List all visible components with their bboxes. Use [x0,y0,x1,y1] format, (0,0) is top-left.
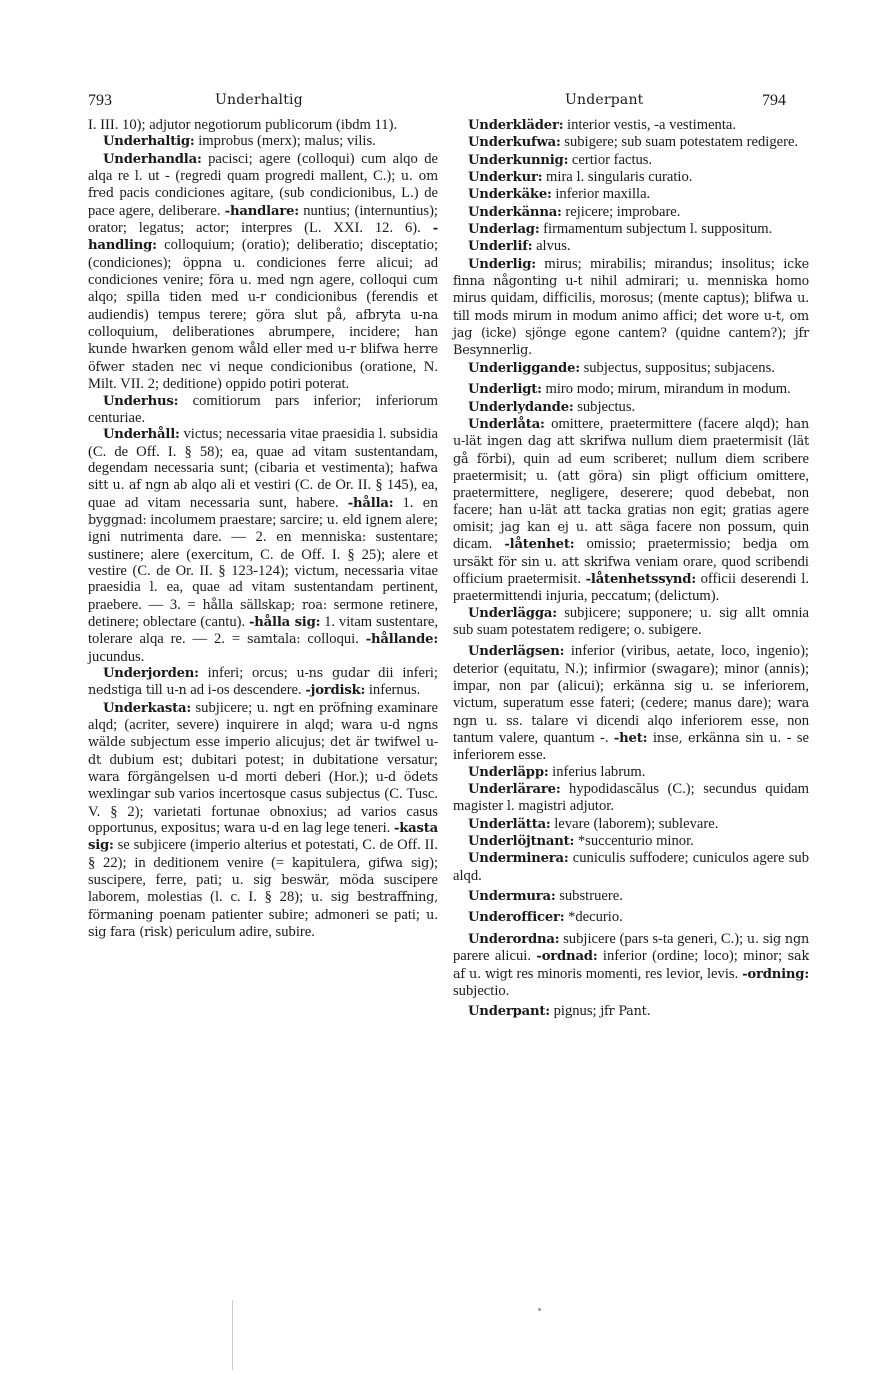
latin-translation: ad i-os descendere. [186,682,306,699]
swedish-phrase: l. [134,169,143,185]
latin-translation: sub varios incertosque casus subjectus (C. Tusc. V. § 2); varietati fortunae obnoxius; ad varios casus opportunus, expositus; [88,786,438,837]
dictionary-entry [453,152,809,169]
latin-translation: ab alqo ali et vestiri (C. de Or. II. § 145), ea, quae ad vitam necessaria sunt, habere. [88,477,439,511]
dictionary-entry [453,360,809,377]
latin-translation: miro modo; mirum, mirandum in modum. [541,381,791,398]
latin-translation: ), quin ad eum scriberet; nullum diem scribere praetermisit; [453,450,809,484]
headword: -hålla: [347,495,394,511]
swedish-phrase: wara ngn u. ss. talare [453,696,809,729]
latin-translation: interior vestis, -a vestimenta. [563,117,737,133]
latin-translation: subjectio. [453,982,510,999]
dictionary-entry [88,117,438,133]
latin-translation: res minoris momenti, res levior, levis. [512,965,743,982]
latin-translation: jucundus. [88,648,145,665]
latin-translation: homo mirus quidam, difficilis, morosus; (mente captus); [453,273,809,307]
headword: Underhus: [103,393,179,409]
latin-translation: omissio; praetermissio; [574,536,743,553]
latin-translation: ut - (regredi quam progredi mallent, C.); [142,168,401,185]
swedish-phrase: öppna u. [182,255,246,271]
latin-translation: praetermittendi injuria, peccatum; (delictum). [453,588,720,605]
dictionary-entry [453,816,809,833]
swedish-phrase: swagare [656,661,710,677]
swedish-phrase: bedja om ursäkt för sin u. att skrifwa [453,537,809,570]
swedish-phrase: han u-lät att tacka [498,502,622,518]
latin-translation: inferi; orcus; [198,665,297,681]
latin-translation: facere non possum, quin dicam. [453,518,809,553]
latin-translation: levare (laborem); sublevare. [550,815,719,832]
swedish-phrase: u-ns gudar [296,666,370,681]
latin-translation: colloqui. [300,631,366,648]
latin-translation: 1. [393,494,423,511]
swedish-phrase: u. menniska [686,274,768,290]
headword: -låtenhetssynd: [585,571,696,587]
latin-translation: parere alicui. [453,948,537,965]
swedish-phrase: u. eld [326,512,362,528]
latin-translation: pacisci; agere (colloqui) cum alqo de alqa re [88,150,438,185]
headword: Underordna: [468,931,560,947]
swedish-phrase: u. sig bestraffning, förmaning [88,890,438,923]
latin-translation: rejicere; improbare. [561,203,681,220]
swedish-phrase: spilla tiden med u-r [126,290,266,306]
latin-translation: sustentare; sustinere; alere (exercitum, C. de Off. I. § 25); alere et vestire (C. de Or. II. § 123-124); victum, necessaria vitae praesidia [88,529,439,596]
swedish-phrase: l. [506,799,515,815]
latin-translation: suppositum. [697,221,773,238]
headword: Underofficer: [468,910,565,926]
dictionary-entry [453,833,809,850]
dictionary-entry [453,781,809,816]
dictionary-entry [453,204,809,221]
latin-translation: inferior (viribus, aetate, loco, ingenio); deterior (equitatu, N.); infirmior ( [453,643,809,677]
right-page-number: 794 [762,92,786,109]
headword: Underlåta: [468,416,545,432]
headword: -het: [613,731,648,747]
latin-translation: inferior maxilla. [551,186,651,203]
latin-translation: egone cantem? (quidne cantem?); [566,325,795,342]
latin-translation: mirus; mirabilis; mirandus; insolitus; [535,255,784,272]
scan-speck [538,1308,541,1311]
latin-translation: improbus (merx); malus; vilis. [194,133,376,150]
swedish-phrase: göra slut på, afbryta u-na [255,307,438,323]
left-column [88,117,438,942]
dictionary-entry [88,426,438,665]
swedish-phrase: nedstiga till u-n [88,683,187,699]
headword: Underkur: [468,170,543,186]
dictionary-entry [88,665,438,700]
headword: -hålla sig: [249,614,321,630]
swedish-phrase: l. [689,222,698,238]
headword: Underkäke: [468,187,552,203]
latin-translation: inferior (ordine; loco); minor; [597,948,788,965]
dictionary-entry [453,1003,809,1020]
dictionary-entry [453,186,809,203]
swedish-phrase: u. (att göra) sin pligt [535,468,689,484]
latin-translation: se inferiorem, victum, superatum esse fateri; (cedere; manus dare); [453,678,809,712]
swedish-phrase: o. [633,622,645,638]
headword: Underhåll: [103,427,180,443]
latin-translation: mirum in modum animo affici; [508,307,703,324]
dictionary-entry [453,909,809,926]
swedish-phrase: u. ngt en pröfning [256,700,373,716]
latin-translation: subjectum esse imperio alicujus; [125,734,331,751]
swedish-phrase: u. sig allt [699,605,766,621]
latin-translation: subjectus. [573,398,636,415]
latin-translation: inferius labrum. [548,763,646,780]
latin-translation: subigere. [644,621,702,638]
swedish-phrase: u. sig beswär, möda [231,873,375,889]
latin-translation: firmamentum subjectum [539,221,690,238]
headword: -hållande: [365,632,439,648]
headword: Underhaltig: [103,134,195,150]
latin-translation: suscipere laborem, molestias (l. c. I. § 28); [88,872,439,906]
latin-translation: *succenturio minor. [574,833,694,850]
latin-translation: se subjicere (imperio alterius et potestati, C. de Off. II. § 22); in deditionem venire (= [88,837,438,871]
latin-translation: agere, colloqui cum alqo; [88,272,438,306]
swedish-phrase: wara u-d en lag [223,821,322,837]
swedish-phrase: det wore u-t, om jag (icke) sjönge [453,308,809,342]
dictionary-entry [453,850,809,884]
headword: Underkufwa: [468,135,561,151]
swedish-phrase: jfr Pant. [600,1004,651,1020]
dictionary-entry [453,381,809,398]
swedish-phrase: sak af u. wigt [453,949,810,982]
latin-translation: comitiorum pars inferior; inferiorum centuriae. [88,392,438,426]
headword: Underliggande: [468,360,580,376]
headword: -ordning: [742,966,809,982]
swedish-phrase: föra u. med ngn [208,273,314,289]
latin-translation: dii inferi; [369,665,438,681]
latin-translation: dubium est; dubitari potest; in dubitatione versatur; [100,751,438,768]
latin-translation: infernus. [365,682,421,699]
swedish-phrase: samtala: [246,632,301,648]
latin-translation: condicionibus (ferendis et audiendis) tempus terere; [88,289,438,323]
latin-translation: substruere. [555,888,623,905]
dictionary-entry [453,416,809,605]
swedish-phrase: lät gå förbi [453,434,809,467]
headword: -handling: [88,221,438,254]
swedish-phrase: en byggnad: [88,495,438,528]
latin-translation: subjectus, suppositus; subjacens. [579,359,775,376]
headword: Underlag: [468,222,540,238]
latin-translation: veniam orare, quod scribendi officium praetermisit. [453,553,809,587]
headword: Underminera: [468,851,569,867]
latin-translation: colloquium, deliberationes abrumpere, incidere; [88,324,415,341]
headword: Underkläder: [468,118,564,133]
swedish-phrase: han u-lät ingen dag att skrifwa [453,416,809,450]
swedish-phrase: han kunde hwarken genom wåld eller med u-r blifwa herre öfwer staden [88,325,438,375]
left-running-head: Underhaltig [215,92,303,108]
latin-translation: periculum adire, subire. [172,924,315,941]
latin-translation: officii deserendi [695,570,802,587]
latin-translation: ea, quae ad vitam sustentandam pertinent, praebere. — 3. = [88,579,439,613]
right-column [453,117,809,1021]
headword: -jordisk: [305,683,366,699]
swedish-phrase: wara förgängelsen u-d [88,770,238,786]
dictionary-entry [453,221,809,238]
swedish-phrase: u. om fred [88,169,439,202]
latin-translation: morti deberi (Hor.); [237,769,376,786]
latin-translation: subsidia (C. de Off. I. § 58); ea, quae ad vitam sustentandam, degendam necessaria sunt; (cibaria et vestimenta); [88,426,438,476]
headword: Underkänna: [468,204,562,220]
dictionary-entry [453,399,809,416]
right-running-head: Underpant [565,92,644,108]
swedish-phrase: inse, erkänna sin u. [647,731,782,747]
latin-translation: ); minor (annis); impar, non par (alicui); [453,660,809,694]
headword: -låtenhet: [504,537,575,553]
latin-translation: subjicere (pars s-ta generi, C.); [559,930,747,947]
latin-translation: vi dicendi alqo inferiorem esse, non tantum valere, quantum -. [453,712,809,747]
latin-translation: certior factus. [568,151,653,168]
swedish-phrase: u. sig ngn [746,931,809,947]
dictionary-entry [453,256,809,360]
headword: Underlöjtnant: [468,834,575,850]
latin-translation: victus; necessaria vitae praesidia [179,426,379,443]
latin-translation: - se inferiorem esse. [453,730,809,764]
dictionary-entry [453,931,809,999]
latin-translation: cuniculis suffodere; cuniculos agere sub alqd. [453,850,809,884]
latin-translation: mira [542,169,577,186]
headword: Underlätta: [468,816,551,832]
swedish-phrase: l. [378,427,387,443]
swedish-phrase: l. [149,580,158,596]
dictionary-entry [453,605,809,640]
headword: Underlägga: [468,605,557,621]
swedish-phrase: det är twifwel u-dt [88,735,438,768]
swedish-phrase: u-d ödets wexlingar [88,770,438,803]
headword: -kasta sig: [88,821,438,854]
swedish-phrase: hafwa sitt u. af ngn [88,460,438,494]
latin-translation: incolumem praestare; sarcire; [146,511,327,528]
latin-translation: sermone retinere, detinere; oblectare (cantu). [88,596,438,630]
latin-translation: 1. vitam sustentare, tolerare alqa re. — 2. = [88,613,438,648]
latin-translation: lege teneri. [321,820,394,837]
latin-translation: colloquium; (oratio); deliberatio; disceptatio; (condiciones); [88,237,438,271]
latin-translation: nullum diem praetermisit ( [626,433,793,450]
headword: Underkunnig: [468,152,569,168]
latin-translation: pacis condiciones agitare, (sub condicionibus, L.) de pace agere, deliberare. [88,185,438,219]
latin-translation: poenam patienter subire; admoneri se pati; [153,906,427,923]
headword: Underjorden: [103,666,199,681]
swedish-phrase: jfr Besynnerlig. [453,326,809,359]
scan-artifact [232,1300,233,1370]
swedish-phrase: l. [576,170,585,186]
dictionary-entry [88,151,438,393]
latin-translation: nuntius; (internuntius); orator; legatus; actor; interpres (L. XXI. 12. 6). [88,202,438,237]
headword: -handlare: [224,203,299,219]
latin-translation: subjicere; supponere; [556,604,700,621]
swedish-phrase: icke finna någonting u-t [453,256,809,290]
headword: -ordnad: [536,949,598,965]
latin-translation: ignem alere; igni nutrimenta dare. — 2. [88,511,438,546]
dictionary-entry [453,888,809,905]
latin-translation: singularis curatio. [584,169,693,186]
swedish-phrase: wara u-d ngns wälde [88,718,438,751]
swedish-phrase: u. sig fara (risk) [88,907,438,941]
latin-translation: subigere; sub suam potestatem redigere. [560,134,799,151]
dictionary-entry [453,764,809,781]
swedish-phrase: hålla sällskap; roa: [202,597,327,613]
latin-translation: pignus; [549,1003,601,1020]
headword: Underligt: [468,382,542,398]
dictionary-entry [453,117,809,134]
latin-translation: hypodidascălus (C.); secundus quidam magister [453,781,809,815]
dictionary-entry [453,134,809,151]
latin-translation: officium omittere, praetermittere, negligere, deserere; quod debebat, non facere; [453,467,809,518]
headword: Underläpp: [468,764,549,780]
swedish-phrase: l. [801,571,809,587]
latin-translation: alvus. [532,238,571,255]
swedish-phrase: erkänna sig u. [613,679,714,694]
latin-translation: nec vi neque condicionibus (oratione, N. Milt. VII. 2; deditione) oppido potiri poterat. [88,358,438,393]
swedish-phrase: blifwa u. till mods [453,291,809,324]
left-page-number: 793 [88,92,112,109]
swedish-phrase: kapitulera, gifwa sig [291,855,430,871]
latin-translation: omittere, praetermittere (facere alqd); [544,415,786,432]
headword: Undermura: [468,889,556,905]
dictionary-entry [453,169,809,186]
headword: Underlig: [468,256,536,272]
latin-translation: examinare alqd; (acriter, severe) inquirere in alqd; [88,699,438,734]
latin-translation: omnia sub suam potestatem redigere; [453,604,809,638]
swedish-phrase: jag kan ej u. att säga [500,519,649,535]
dictionary-entry [88,393,438,427]
headword: Underhandla: [103,151,202,167]
latin-translation: subjicere; [191,699,257,716]
latin-translation: I. III. 10); adjutor negotiorum publicorum (ibdm 11). [88,117,398,133]
latin-translation: *decurio. [564,909,623,926]
headword: Underlif: [468,239,533,255]
headword: Underlärare: [468,782,561,798]
dictionary-entry [88,133,438,150]
headword: Underlydande: [468,399,574,415]
latin-translation: magistri adjutor. [514,798,614,815]
dictionary-entry [453,643,809,763]
latin-translation: gratias non egit; gratias agere omisit; [453,501,809,535]
swedish-phrase: en menniska: [276,530,367,546]
latin-translation: ); suscipere, ferre, pati; [88,854,438,889]
latin-translation: nihil admirari; [582,273,687,290]
latin-translation: condiciones ferre alicui; ad condiciones venire; [88,254,438,289]
dictionary-entry [453,238,809,255]
dictionary-entry [88,700,438,942]
headword: Underlägsen: [468,644,565,660]
headword: Underpant: [468,1004,550,1020]
headword: Underkasta: [103,700,192,716]
